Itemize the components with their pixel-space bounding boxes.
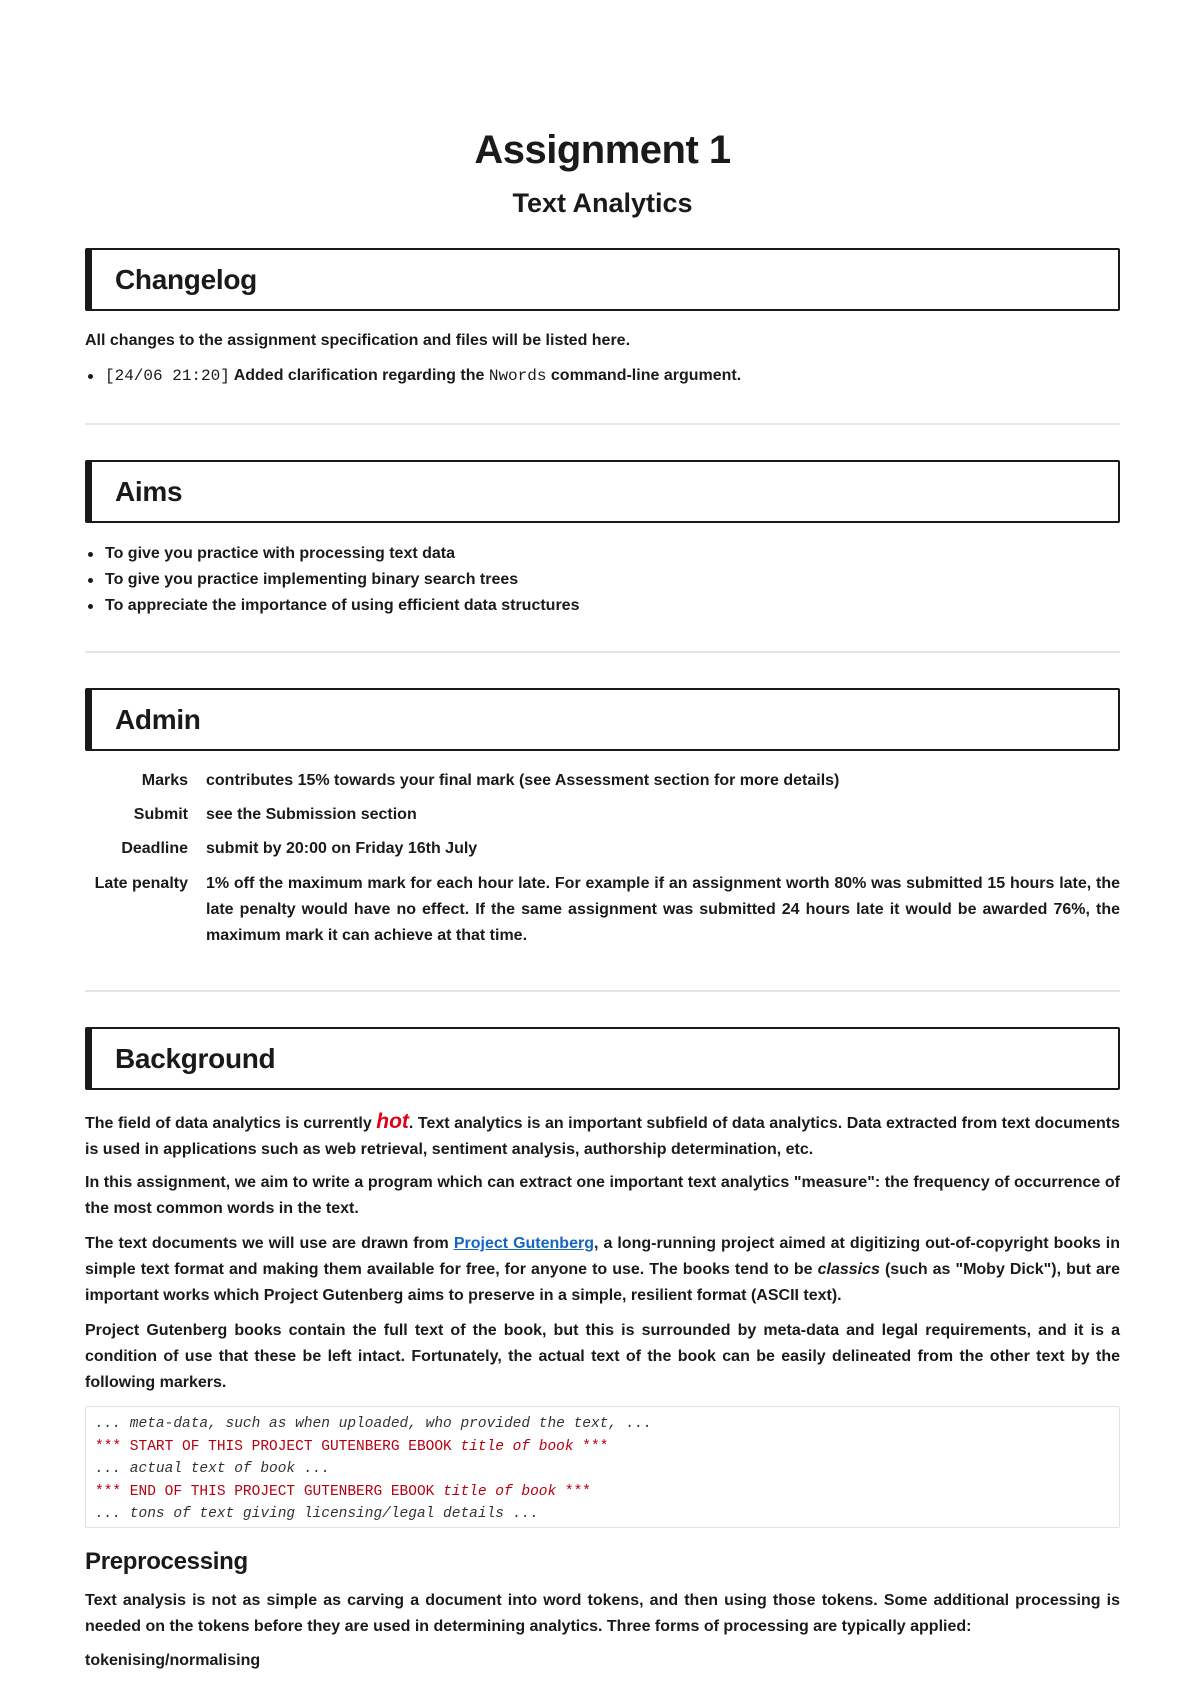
admin-value: contributes 15% towards your final mark (see Assessment section for more details) xyxy=(206,772,840,789)
code-line-suffix: *** xyxy=(564,1483,591,1500)
gutenberg-markers-code-block xyxy=(85,1406,1120,1528)
admin-value: 1% off the maximum mark for each hour late. For example if an assignment worth 80% was submitted 15 hours late, the late penalty would have no effect. If the same assignment was submitted 24 hours late it would be awarded 76%, the maximum mark it can achieve at that time. xyxy=(206,875,1120,944)
code-line-prefix: *** START OF THIS PROJECT GUTENBERG EBOOK xyxy=(95,1438,452,1455)
changelog-list xyxy=(85,363,741,389)
changelog-entry xyxy=(85,363,741,389)
preprocessing-term: tokenising/normalising xyxy=(85,1652,261,1669)
admin-heading-box xyxy=(85,688,1120,751)
page-title: Assignment 1 xyxy=(474,128,731,172)
preprocessing-paragraph: Text analysis is not as simple as carving a document into word tokens, and then using those tokens. Some additional processing is needed on the tokens before they are used in determining analytics. Three forms of processing are typically applied: xyxy=(85,1592,1120,1635)
code-line-var: title of book xyxy=(443,1483,557,1500)
hot-word: hot xyxy=(376,1110,409,1133)
changelog-text-after: command-line argument. xyxy=(550,367,742,384)
code-line: ... meta-data, such as when uploaded, who provided the text, ... xyxy=(95,1416,652,1432)
background-heading-box xyxy=(85,1027,1120,1090)
admin-row-marks xyxy=(85,768,1120,794)
changelog-intro: All changes to the assignment specification and files will be listed here. xyxy=(85,332,631,349)
admin-key: Marks xyxy=(141,772,188,789)
admin-row-deadline xyxy=(85,836,1120,862)
code-line xyxy=(95,1436,1110,1459)
admin-key: Late penalty xyxy=(94,875,188,892)
admin-value: see the Submission section xyxy=(206,806,417,823)
changelog-text-before: Added clarification regarding the xyxy=(233,367,485,384)
section-divider xyxy=(85,423,1120,425)
aims-heading: Aims xyxy=(115,475,183,507)
admin-key: Deadline xyxy=(121,840,188,857)
section-divider xyxy=(85,990,1120,992)
background-paragraph-3 xyxy=(85,1231,1120,1309)
admin-row-submit xyxy=(85,802,1120,828)
background-p3-after: (such as "Moby Dick"), but are important works which Project Gutenberg aims to preserve in a simple, resilient format (ASCII text). xyxy=(85,1261,1121,1304)
background-p3-before: The text documents we will use are drawn from xyxy=(85,1235,449,1252)
background-p3-em: classics xyxy=(817,1261,880,1278)
changelog-code: Nwords xyxy=(488,367,547,385)
preprocessing-heading: Preprocessing xyxy=(85,1548,248,1575)
background-p3-mid: , a long-running project aimed at digitizing out-of-copyright books in simple text format and making them available for free, for anyone to use. The books tend to be xyxy=(85,1235,1121,1278)
changelog-heading-box xyxy=(85,248,1120,311)
admin-heading: Admin xyxy=(115,703,201,735)
aims-list xyxy=(85,541,579,619)
aims-heading-box xyxy=(85,460,1120,523)
admin-row-late-penalty xyxy=(85,871,1120,949)
background-heading: Background xyxy=(115,1042,276,1074)
changelog-timestamp: [24/06 21:20] xyxy=(105,367,230,385)
background-p1-after: . Text analytics is an important subfield of data analytics. Data extracted from text documents is used in applications such as web retrieval, sentiment analysis, authorship determination, etc. xyxy=(85,1115,1120,1158)
aims-item: To appreciate the importance of using efficient data structures xyxy=(85,593,579,619)
aims-item: To give you practice with processing text data xyxy=(85,541,579,567)
code-line: ... tons of text giving licensing/legal details ... xyxy=(95,1506,539,1522)
background-p1-before: The field of data analytics is currently xyxy=(85,1115,372,1132)
changelog-heading: Changelog xyxy=(115,263,257,295)
code-line: ... actual text of book ... xyxy=(95,1461,330,1477)
page-subtitle: Text Analytics xyxy=(512,188,693,218)
admin-key: Submit xyxy=(133,806,188,823)
code-line-suffix: *** xyxy=(582,1438,609,1455)
background-paragraph-2: In this assignment, we aim to write a program which can extract one important text analytics "measure": the frequency of occurrence of the most common words in the text. xyxy=(85,1174,1120,1217)
aims-item: To give you practice implementing binary search trees xyxy=(85,567,579,593)
background-paragraph-1 xyxy=(85,1109,1120,1163)
background-paragraph-4: Project Gutenberg books contain the full text of the book, but this is surrounded by meta-data and legal requirements, and it is a condition of use that these be left intact. Fortunately, the actual text of the book can be easily delineated from the other text by the following markers. xyxy=(85,1322,1120,1391)
code-line-prefix: *** END OF THIS PROJECT GUTENBERG EBOOK xyxy=(95,1483,435,1500)
admin-value: submit by 20:00 on Friday 16th July xyxy=(206,840,478,857)
code-line-var: title of book xyxy=(460,1438,574,1455)
project-gutenberg-link[interactable]: Project Gutenberg xyxy=(453,1235,594,1252)
section-divider xyxy=(85,651,1120,653)
code-line xyxy=(95,1481,1110,1504)
